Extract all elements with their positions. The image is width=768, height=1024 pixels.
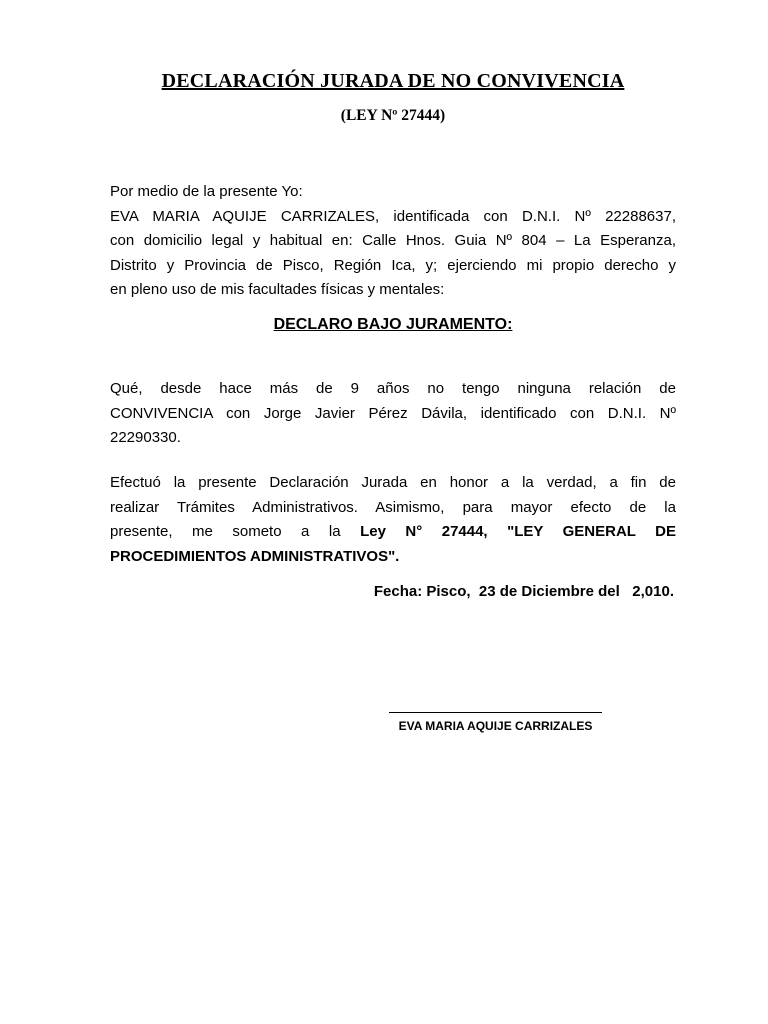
intro-line: en pleno uso de mis facultades físicas y mentales: [110,281,445,298]
signature-name: EVA MARIA AQUIJE CARRIZALES [398,719,593,733]
paragraph-line [110,520,676,545]
date-line: Fecha: Pisco, 23 de Diciembre del 2,010. [373,583,674,600]
document-title: DECLARACIÓN JURADA DE NO CONVIVENCIA [161,70,625,92]
paragraph-line: Qué, desde hace más de 9 años no tengo ninguna relación de [110,380,676,397]
declaration-heading: DECLARO BAJO JURAMENTO: [273,316,513,333]
intro-line: Distrito y Provincia de Pisco, Región Ica, y; ejerciendo mi propio derecho y [110,256,676,274]
intro-line: Por medio de la presente Yo: [110,183,303,200]
intro-paragraph [110,180,676,303]
intro-line: EVA MARIA AQUIJE CARRIZALES, identificada con D.N.I. Nº 22288637, [110,207,676,225]
purpose-paragraph [110,471,676,569]
law-reference: Ley N° 27444, "LEY GENERAL DE [360,523,676,540]
paragraph-line: realizar Trámites Administrativos. Asimismo, para mayor efecto de la [110,498,676,516]
paragraph-line: CONVIVENCIA con Jorge Javier Pérez Dávila, identificado con D.N.I. Nº [110,404,676,422]
paragraph-line: Efectuó la presente Declaración Jurada en honor a la verdad, a fin de [110,474,676,491]
declaration-paragraph [110,377,676,451]
law-name: PROCEDIMIENTOS ADMINISTRATIVOS". [110,547,400,565]
paragraph-text: presente, me someto a la [110,523,361,540]
intro-line: con domicilio legal y habitual en: Calle Hnos. Guia Nº 804 – La Esperanza, [110,232,676,249]
paragraph-line: 22290330. [110,429,181,446]
document-subtitle: (LEY Nº 27444) [340,107,446,124]
signature-line [389,712,602,713]
